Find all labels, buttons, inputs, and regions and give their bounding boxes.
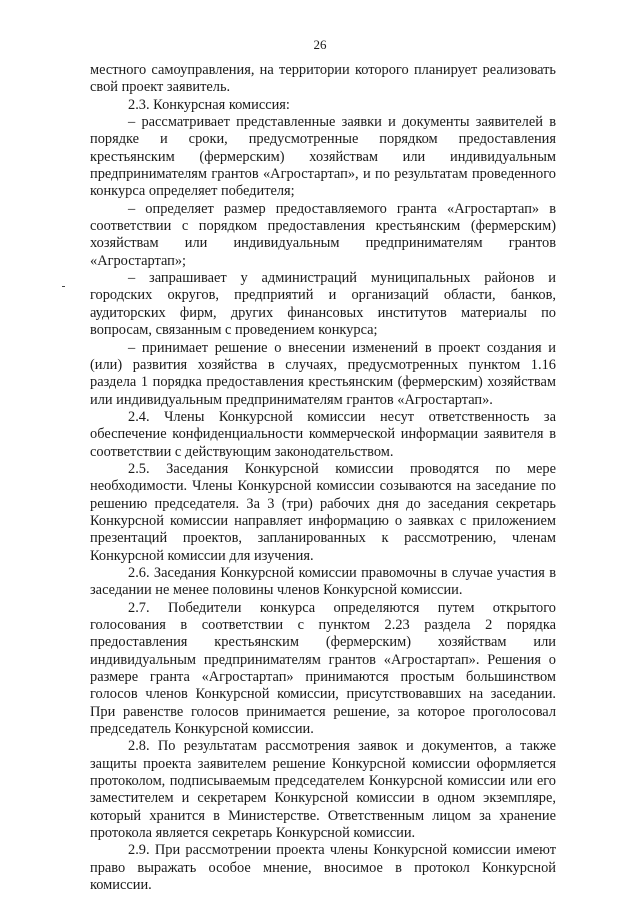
list-item-amend-project: – принимает решение о внесении изменений в проект создания и (или) развития хозяйства в случаях, предусмотренных пунктом 1.16 раздела 1 порядка предоставления крестьянским (фермерским) хозяйствам или индивидуальным предпринимателям грантов «Агростартап». (90, 339, 556, 408)
list-item-determine-grant: – определяет размер предоставляемого гранта «Агростартап» в соответствии с порядком предоставления крестьянским (фермерским) хозяйствам или индивидуальным предпринимателям грантов «Агростартап»; (90, 200, 556, 269)
paragraph-2-9: 2.9. При рассмотрении проекта члены Конкурсной комиссии имеют право выражать особое мнение, вносимое в протокол Конкурсной комиссии. (90, 842, 556, 894)
paragraph-2-4: 2.4. Члены Конкурсной комиссии несут ответственность за обеспечение конфиденциальности коммерческой информации заявителя в соответствии с действующим законодательством. (90, 408, 556, 460)
paragraph-2-5: 2.5. Заседания Конкурсной комиссии проводятся по мере необходимости. Члены Конкурсной комиссии созываются на заседание по решению председателя. За 3 (три) рабочих дня до заседания секретарь Конкурсной комиссии направляет информацию о заявках с приложением презентаций проектов, запланированных к рассмотрению, членам Конкурсной комиссии для изучения. (90, 460, 556, 564)
paragraph-2-8: 2.8. По результатам рассмотрения заявок и документов, а также защиты проекта заявителем решение Конкурсной комиссии оформляется протоколом, подписываемым председателем Конкурсной комиссии или его заместителем и секретарем Конкурсной комиссии в одном экземпляре, который хранится в Министерстве. Ответственным лицом за хранение протокола является секретарь Конкурсной комиссии. (90, 738, 556, 842)
scan-mark (62, 286, 65, 287)
section-heading-2-3: 2.3. Конкурсная комиссия: (128, 96, 290, 113)
list-item-review-applications: – рассматривает представленные заявки и документы заявителей в порядке и сроки, предусмотренные порядком предоставления крестьянским (фермерским) хозяйствам или индивидуальным предпринимателям грантов «Агростартап», и по результатам проведенного конкурса определяет победителя; (90, 114, 556, 200)
list-item-request-materials: – запрашивает у администраций муниципальных районов и городских округов, предприятий и организаций области, банков, аудиторских фирм, других финансовых институтов материалы по вопросам, связанным с проведением конкурса; (90, 270, 556, 339)
paragraph-2-6: 2.6. Заседания Конкурсной комиссии правомочны в случае участия в заседании не менее половины членов Конкурсной комиссии. (90, 564, 556, 599)
paragraph-2-7: 2.7. Победители конкурса определяются путем открытого голосования в соответствии с пунктом 2.23 раздела 2 порядка предоставления крестьянским (фермерским) хозяйствам или индивидуальным предпринимателям грантов «Агростартап». Решения о размере гранта «Агростартап» принимаются простым большинством голосов членов Конкурсной комиссии, присутствовавших на заседании. При равенстве голосов принимается решение, за которое проголосовал председатель Конкурсной комиссии. (90, 599, 556, 738)
page-number: 26 (313, 37, 327, 52)
paragraph-continuation: местного самоуправления, на территории которого планирует реализовать свой проект заявитель. (90, 62, 556, 96)
document-body (90, 62, 556, 895)
